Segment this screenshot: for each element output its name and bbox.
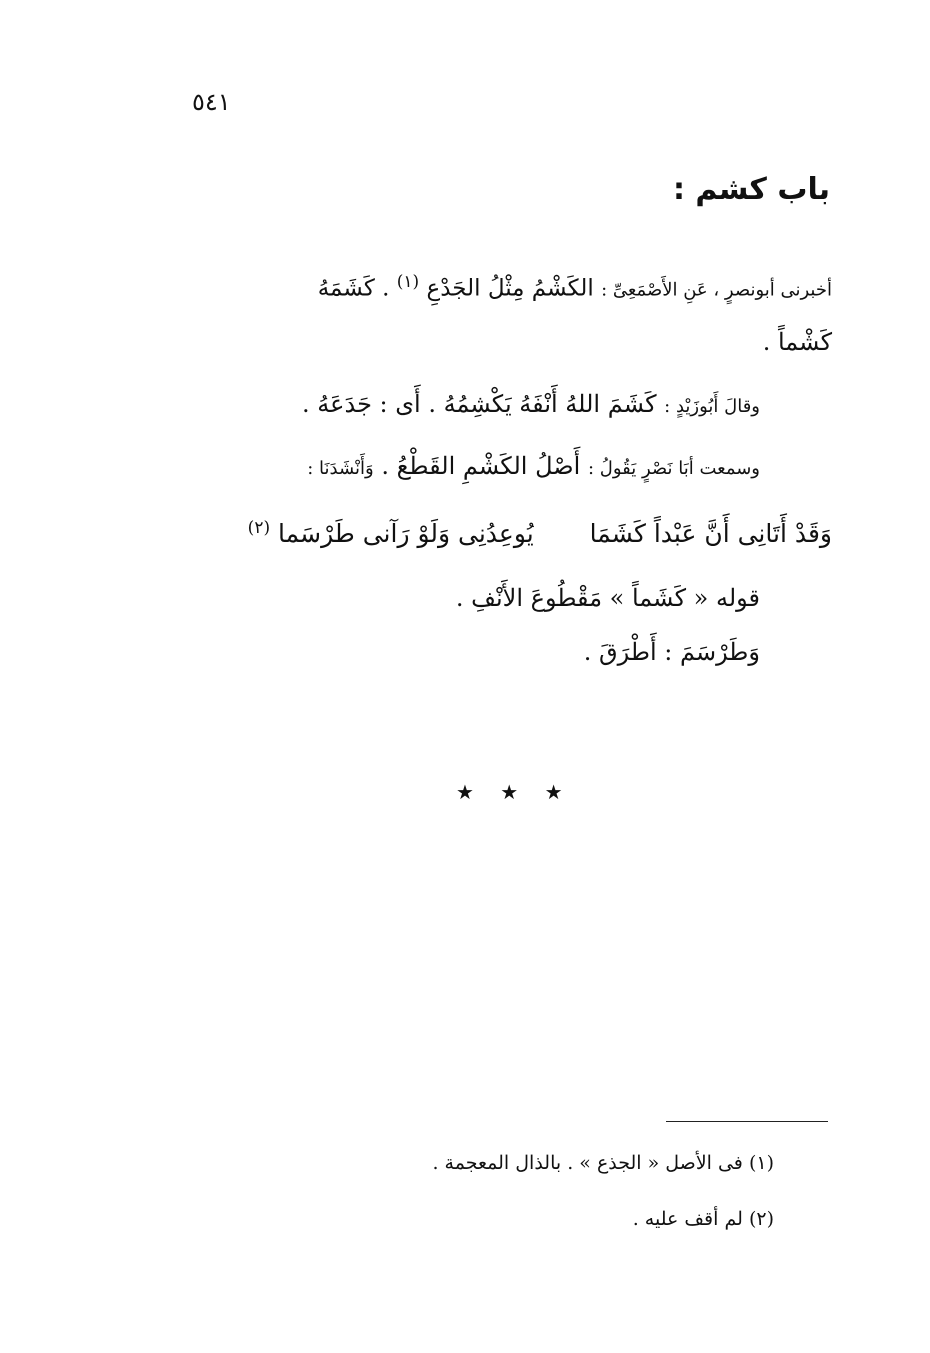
footnote-reference-2: (٢)	[247, 518, 271, 538]
paragraph-1-lead: أخبرنى أبونصرٍ ، عَنِ الأَصْمَعِىِّ :	[601, 279, 832, 301]
footnote-2-number: (٢)	[748, 1208, 774, 1230]
quote-2-tail: وَأَنْشَدَنَا :	[307, 458, 374, 479]
paragraph-1-line-2: كَشْماً .	[762, 328, 832, 356]
quote-2-body: أَصْلُ الكَشْمِ القَطْعُ .	[381, 452, 581, 480]
paragraph-1-line-1	[162, 272, 832, 302]
footnote-rule	[666, 1121, 828, 1122]
footnote-2-text: لم أقف عليه .	[632, 1208, 743, 1230]
quote-1-body: كَشَمَ اللهُ أَنْفَهُ يَكْشِمُهُ . أَى : جَدَعَهُ .	[302, 390, 657, 418]
chapter-title: باب كشم :	[672, 172, 830, 207]
page-number: ٥٤١	[192, 88, 231, 116]
section-separator-stars: ★ ★ ★	[456, 780, 573, 804]
footnote-1	[432, 1152, 774, 1174]
quote-1	[302, 390, 760, 418]
quote-2-lead: وسمعت أبَا نَصْرٍ يَقُولُ :	[587, 458, 760, 479]
verse	[248, 518, 832, 548]
quote-2	[307, 452, 760, 480]
paragraph-1-tail: . كَشَمَهُ	[317, 275, 390, 302]
explanation-1: قوله « كَشَماً » مَقْطُوعَ الأَنْفِ .	[455, 584, 760, 612]
footnote-1-number: (١)	[748, 1152, 774, 1174]
verse-second-hemistich: يُوعِدُنِى وَلَوْ رَآنى طَرْسَما	[278, 519, 534, 549]
quote-1-lead: وقالَ أَبُوزَيْدٍ :	[664, 396, 760, 417]
paragraph-1-body: الكَشْمُ مِثْلُ الجَدْعِ	[426, 275, 594, 302]
explanation-2: وَطَرْسَمَ : أَطْرَقَ .	[583, 638, 760, 666]
verse-first-hemistich: وَقَدْ أَتَانِى أَنَّ عَبْداً كَشَمَا	[589, 519, 832, 549]
footnote-reference-1: (١)	[396, 272, 420, 292]
footnote-2	[633, 1208, 774, 1230]
footnote-1-text: فى الأصل « الجذع » . بالذال المعجمة .	[432, 1152, 743, 1174]
